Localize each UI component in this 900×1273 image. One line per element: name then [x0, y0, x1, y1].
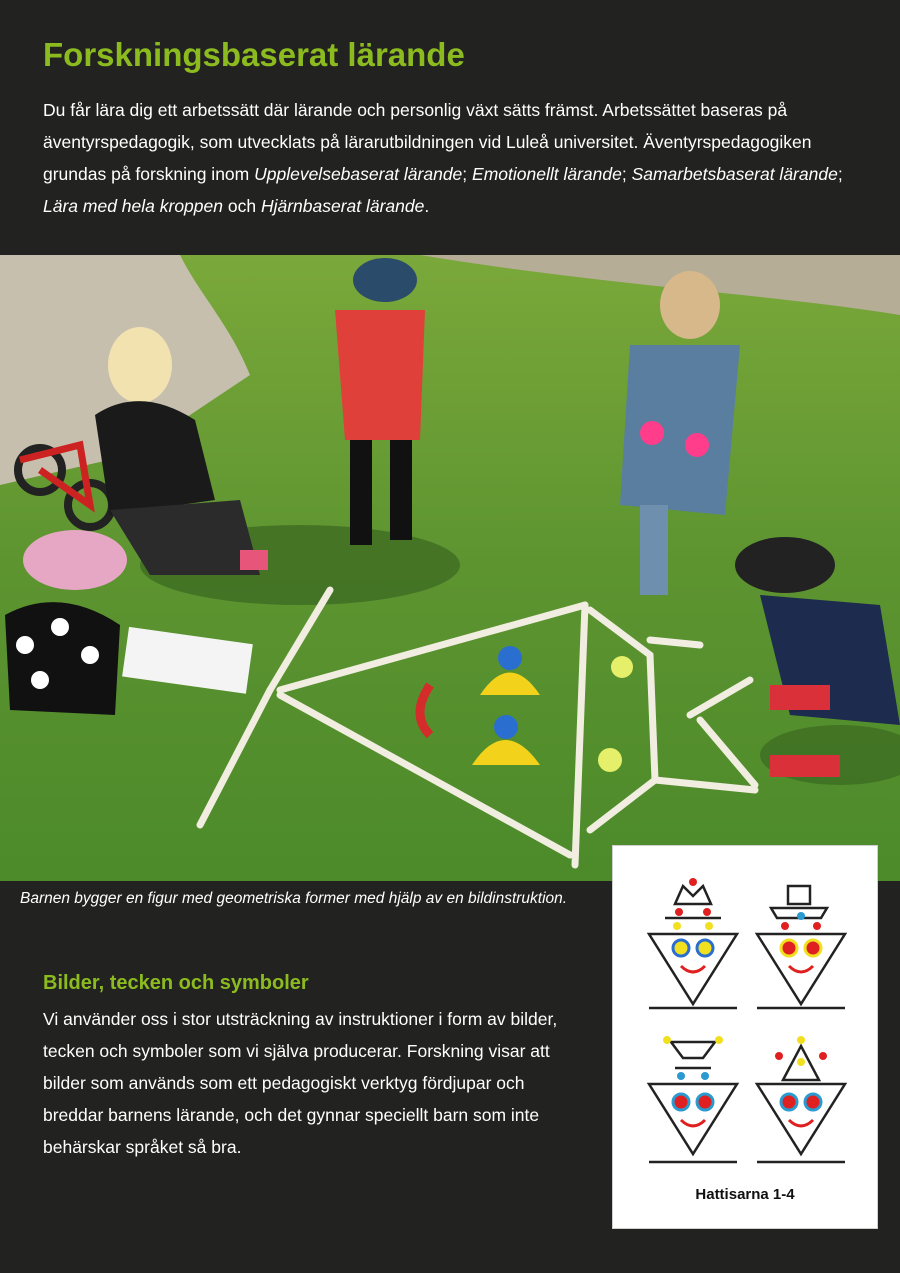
- intro-text: och: [222, 196, 261, 216]
- activity-photo-illustration: [0, 255, 900, 881]
- hattis-figure-2: [757, 886, 845, 1008]
- card-label: Hattisarna 1-4: [695, 1186, 795, 1203]
- intro-italic-term: Lära med hela kroppen: [43, 196, 223, 216]
- intro-text: ;: [837, 164, 843, 184]
- hattis-figure-1: [649, 878, 737, 1008]
- instruction-card: [612, 845, 878, 1229]
- hattis-figure-3: [649, 1036, 737, 1162]
- intro-text: ;: [621, 164, 632, 184]
- page-title: Forskningsbaserat lärande: [43, 36, 465, 73]
- intro-text: ;: [462, 164, 473, 184]
- activity-photo: [0, 255, 900, 881]
- hattisarna-figures: [613, 846, 877, 1176]
- photo-caption: Barnen bygger en figur med geometriska former med hjälp av en bildinstruktion.: [20, 890, 568, 907]
- intro-italic-term: Emotionellt lärande: [472, 164, 622, 184]
- hattis-figure-4: [757, 1036, 845, 1162]
- intro-text: .: [424, 196, 430, 216]
- intro-italic-term: Samarbetsbaserat lärande: [631, 164, 838, 184]
- section-heading: Bilder, tecken och symboler: [43, 972, 309, 994]
- intro-text: Du får lära dig ett arbetssätt där lärande och personlig växt sätts främst. Arbetssättet baseras på äventyrspedagogik, som utvecklats på lärarutbildningen vid Luleå universitet. Äventyrspedagogiken grundas på forskning inom: [43, 100, 812, 184]
- intro-paragraph: [43, 94, 873, 222]
- section-body: Vi använder oss i stor utsträckning av instruktioner i form av bilder, tecken och symboler som vi själva producerar. Forskning visar att bilder som används som ett pedagogiskt verktyg fördjupar och breddar barnens lärande, och det gynnar speciellt barn som inte behärskar språket så bra.: [43, 1009, 558, 1157]
- intro-italic-term: Upplevelsebaserat lärande: [254, 164, 463, 184]
- intro-italic-term: Hjärnbaserat lärande: [260, 196, 425, 216]
